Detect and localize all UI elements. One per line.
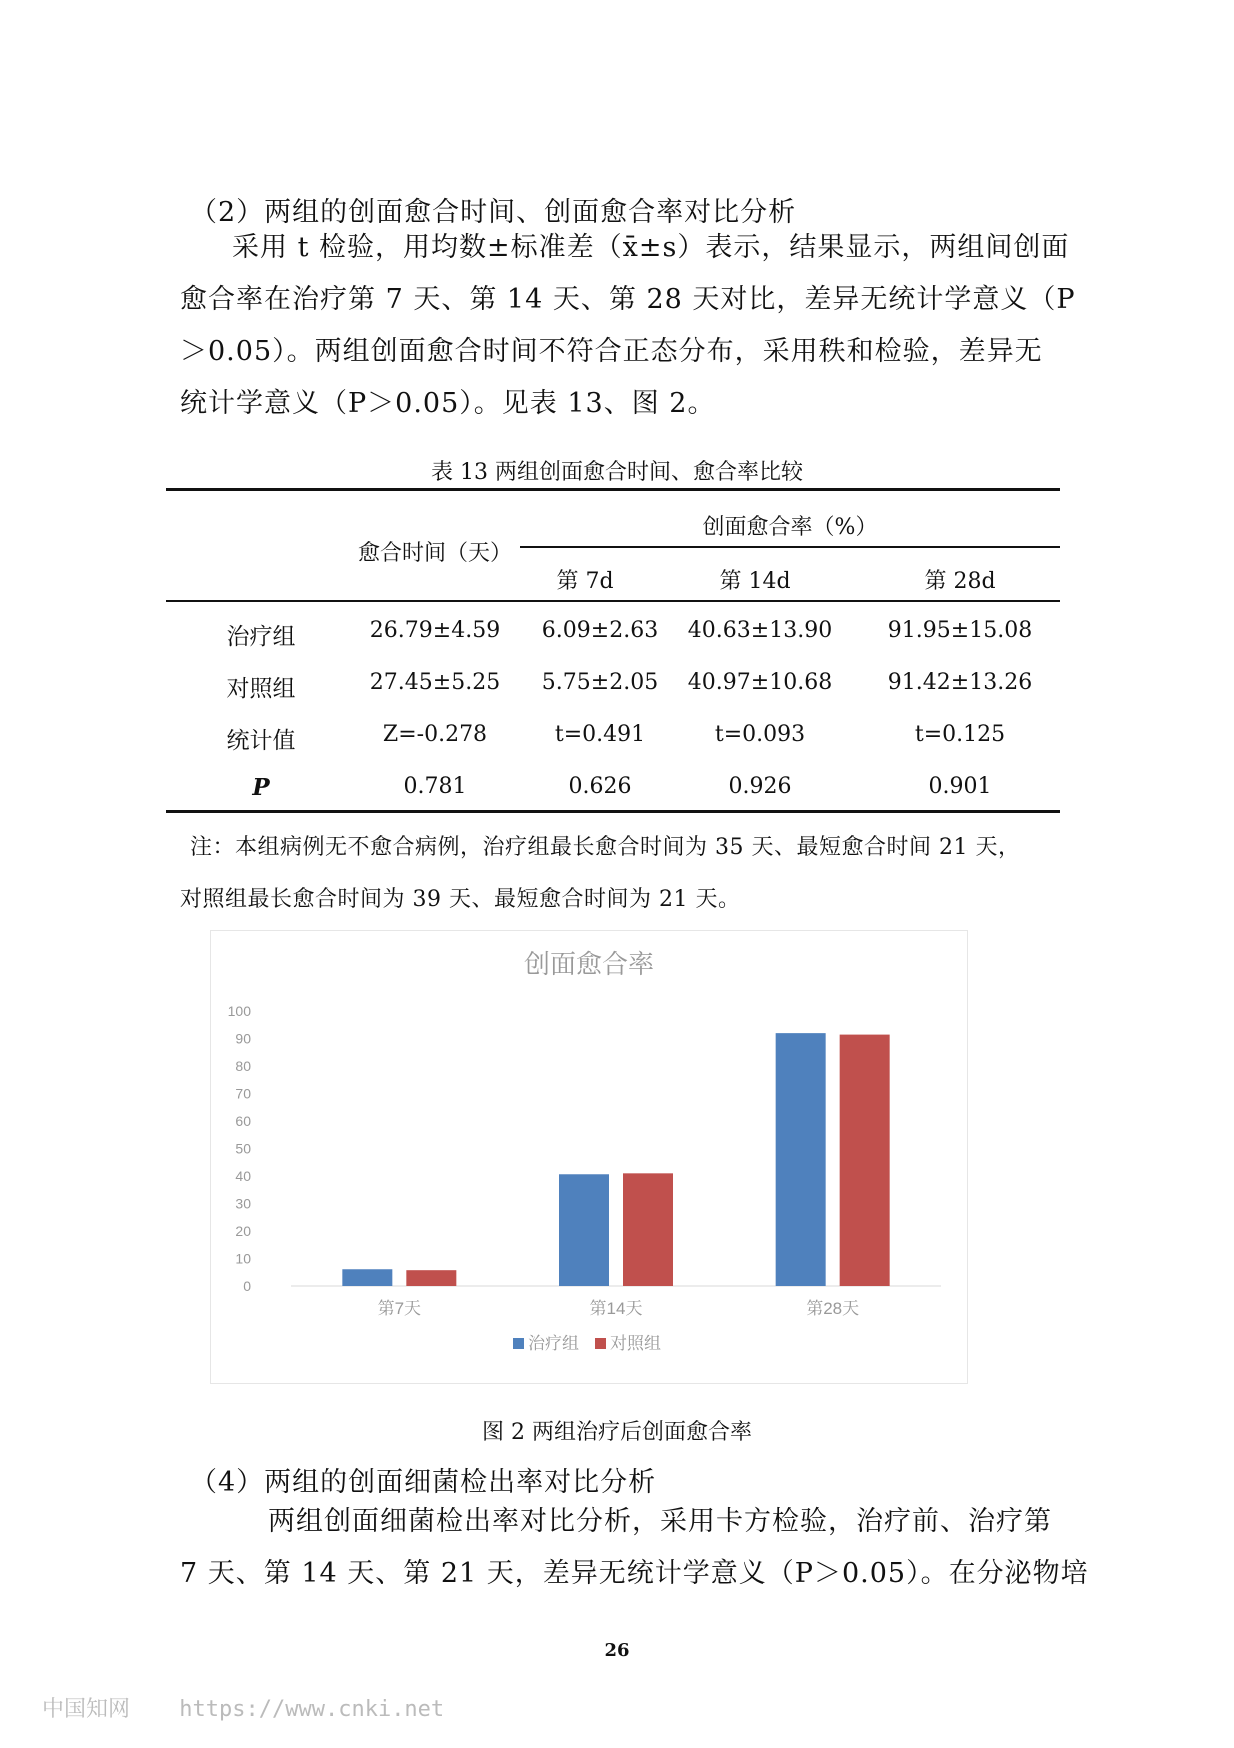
bar: [623, 1173, 673, 1286]
bar: [342, 1269, 392, 1286]
paragraph-line: 愈合率在治疗第 7 天、第 14 天、第 28 天对比，差异无统计学意义（P: [180, 284, 1076, 315]
table-note-line: 注：本组病例无不愈合病例，治疗组最长愈合时间为 35 天、最短愈合时间 21 天，: [190, 835, 1021, 860]
paragraph-line: 7 天、第 14 天、第 21 天，差异无统计学意义（P＞0.05）。在分泌物培: [180, 1558, 1089, 1589]
table-cell: 27.45±5.25: [369, 670, 501, 695]
sub-column-header: 第 7d: [556, 569, 614, 594]
table-cell: 40.97±10.68: [687, 670, 833, 695]
paragraph-line: 采用 t 检验，用均数±标准差（x̄±s）表示，结果显示，两组间创面: [232, 232, 1070, 263]
table-cell: 5.75±2.05: [541, 670, 659, 695]
x-tick-label: 第14天: [589, 1299, 643, 1318]
watermark-url: https://www.cnki.net: [179, 1697, 445, 1722]
x-tick-label: 第7天: [377, 1299, 422, 1318]
table-note-line: 对照组最长愈合时间为 39 天、最短愈合时间为 21 天。: [180, 887, 741, 912]
column-header-heal-rate: 创面愈合率（%）: [702, 515, 878, 540]
sub-column-header: 第 14d: [719, 569, 791, 594]
watermark: [42, 1692, 444, 1723]
table-row: [166, 660, 1060, 712]
bar-series: [342, 1033, 889, 1286]
y-tick-label: 50: [235, 1140, 251, 1157]
table-cell: 0.626: [568, 774, 632, 799]
y-tick-label: 30: [235, 1195, 251, 1212]
legend-swatch: [513, 1338, 524, 1349]
y-tick-label: 20: [235, 1223, 251, 1239]
table-cell: t=0.491: [554, 722, 646, 747]
y-tick-label: 60: [235, 1113, 251, 1129]
y-tick-label: 100: [227, 1003, 251, 1019]
y-tick-label: 90: [235, 1030, 251, 1047]
y-axis: [228, 1003, 252, 1294]
table-header-rule: [166, 600, 1060, 602]
table-cell: 0.781: [403, 774, 467, 799]
row-label: 对照组: [226, 676, 296, 702]
section-heading-2: （2）两组的创面愈合时间、创面愈合率对比分析: [190, 197, 797, 228]
sub-column-header: 第 28d: [924, 569, 996, 594]
table-row: [166, 764, 1060, 816]
legend-swatch: [595, 1338, 606, 1349]
chart-legend: [513, 1334, 661, 1353]
chart-title: 创面愈合率: [523, 949, 655, 979]
paragraph-line: 统计学意义（P＞0.05）。见表 13、图 2。: [180, 388, 716, 419]
legend-label: 对照组: [610, 1334, 661, 1353]
table-cell: 0.901: [928, 774, 992, 799]
y-tick-label: 70: [235, 1085, 251, 1102]
table-cell: t=0.125: [914, 722, 1006, 747]
table-row: [166, 712, 1060, 764]
table-cell: 0.926: [728, 774, 792, 799]
table-cell: Z=-0.278: [382, 722, 488, 747]
row-label: 统计值: [226, 728, 296, 754]
table-top-rule: [166, 488, 1060, 491]
y-tick-label: 80: [235, 1058, 251, 1074]
chart-frame: [210, 930, 968, 1384]
page-number: 26: [604, 1640, 630, 1661]
section-heading-4: （4）两组的创面细菌检出率对比分析: [190, 1467, 657, 1498]
y-tick-label: 10: [235, 1250, 251, 1267]
column-header-heal-time: 愈合时间（天）: [357, 541, 512, 566]
y-tick-label: 0: [243, 1278, 251, 1294]
row-label: P: [252, 774, 270, 801]
table-mid-rule: [520, 546, 1060, 548]
row-label: 治疗组: [226, 624, 296, 650]
table-cell: t=0.093: [714, 722, 806, 747]
paragraph-line: ＞0.05）。两组创面愈合时间不符合正态分布，采用秩和检验，差异无: [180, 336, 1043, 367]
x-tick-label: 第28天: [806, 1299, 860, 1318]
x-axis: [378, 1299, 860, 1318]
paragraph-line: 两组创面细菌检出率对比分析，采用卡方检验，治疗前、治疗第: [268, 1506, 1052, 1537]
legend-label: 治疗组: [528, 1334, 579, 1353]
table-cell: 6.09±2.63: [541, 618, 659, 643]
table-cell: 40.63±13.90: [687, 618, 833, 643]
bar: [559, 1174, 609, 1286]
bar: [776, 1033, 826, 1286]
table-caption: 表 13 两组创面愈合时间、愈合率比较: [431, 460, 803, 485]
bar-chart: [211, 931, 967, 1383]
y-tick-label: 40: [235, 1168, 251, 1184]
watermark-site-name: 中国知网: [42, 1696, 131, 1721]
bar: [406, 1270, 456, 1286]
figure-caption: 图 2 两组治疗后创面愈合率: [482, 1420, 752, 1445]
table-cell: 91.42±13.26: [887, 670, 1033, 695]
table-row: [166, 608, 1060, 660]
table-cell: 91.95±15.08: [887, 618, 1033, 643]
bar: [840, 1035, 890, 1286]
table-cell: 26.79±4.59: [369, 618, 501, 643]
table-body: [166, 608, 1060, 816]
